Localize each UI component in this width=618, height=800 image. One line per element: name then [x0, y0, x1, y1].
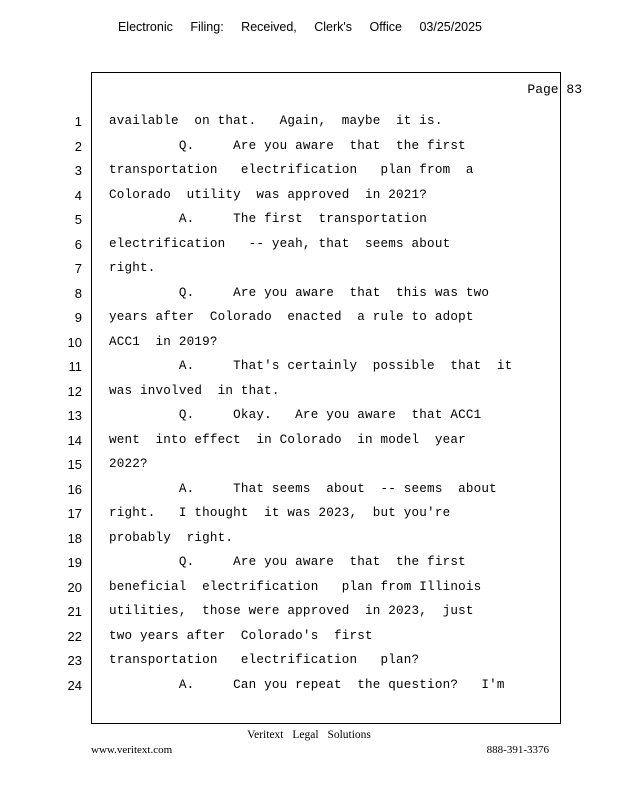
footer-word: Solutions — [327, 729, 371, 741]
transcript-line: was involved in that. — [109, 383, 280, 398]
transcript-line: Q. Are you aware that the first — [109, 138, 466, 153]
filing-header — [0, 20, 600, 34]
line-number: 5 — [74, 212, 82, 227]
line-number: 17 — [67, 506, 82, 521]
line-number: 23 — [67, 653, 82, 668]
line-number-column — [58, 114, 82, 702]
line-number: 13 — [67, 408, 82, 423]
line-number: 9 — [74, 310, 82, 325]
line-number: 3 — [74, 163, 82, 178]
transcript-line: ACC1 in 2019? — [109, 334, 218, 349]
header-word: 03/25/2025 — [419, 20, 483, 34]
transcript-line: available on that. Again, maybe it is. — [109, 114, 443, 128]
transcript-line: beneficial electrification plan from Illinois — [109, 579, 482, 594]
transcript-line: A. That's certainly possible that it — [109, 359, 513, 373]
transcript-text — [109, 114, 549, 702]
transcript-line: right. — [109, 261, 156, 275]
transcript-line: Q. Okay. Are you aware that ACC1 — [109, 408, 482, 422]
line-number: 2 — [74, 138, 82, 154]
transcript-line: Q. Are you aware that the first — [109, 555, 466, 569]
transcript-line: electrification -- yeah, that seems about — [109, 236, 451, 251]
transcript-line: transportation electrification plan from a — [109, 163, 474, 177]
line-number: 16 — [67, 481, 82, 497]
line-number: 12 — [67, 383, 82, 399]
transcript-line: 2022? — [109, 457, 148, 471]
transcript-line: probably right. — [109, 530, 234, 545]
header-word: Received, — [241, 20, 297, 34]
transcript-line: Colorado utility was approved in 2021? — [109, 187, 428, 202]
transcript-line: transportation electrification plan? — [109, 653, 420, 667]
transcript-line: A. Can you repeat the question? I'm — [109, 677, 505, 692]
transcript-line: two years after Colorado's first — [109, 628, 373, 643]
line-number: 10 — [67, 334, 82, 350]
line-number: 1 — [74, 114, 82, 129]
footer-word: Veritext — [247, 729, 284, 741]
line-number: 19 — [67, 555, 82, 570]
line-number: 24 — [67, 677, 82, 693]
line-number: 11 — [68, 359, 82, 374]
line-number: 14 — [67, 432, 82, 448]
transcript-line: utilities, those were approved in 2023, just — [109, 604, 474, 618]
line-number: 8 — [74, 285, 82, 301]
transcript-line: years after Colorado enacted a rule to adopt — [109, 310, 474, 324]
footer-phone: 888-391-3376 — [486, 744, 549, 756]
line-number: 21 — [67, 604, 82, 619]
line-number: 4 — [74, 187, 82, 203]
transcript-line: Q. Are you aware that this was two — [109, 285, 490, 300]
line-number: 7 — [74, 261, 82, 276]
line-number: 6 — [74, 236, 82, 252]
footer-word: Legal — [292, 729, 319, 741]
transcript-line: A. The first transportation — [109, 212, 428, 226]
page-number: Page 83 — [527, 82, 582, 97]
footer-website: www.veritext.com — [91, 744, 173, 756]
line-number: 20 — [67, 579, 82, 595]
header-word: Clerk's — [314, 20, 353, 34]
line-number: 15 — [67, 457, 82, 472]
header-word: Office — [369, 20, 402, 34]
header-word: Filing: — [190, 20, 224, 34]
line-number: 22 — [67, 628, 82, 644]
transcript-line: right. I thought it was 2023, but you're — [109, 506, 451, 520]
transcript-line: A. That seems about -- seems about — [109, 481, 497, 496]
line-number: 18 — [67, 530, 82, 546]
footer-brand — [0, 729, 618, 741]
transcript-line: went into effect in Colorado in model year — [109, 432, 466, 447]
header-word: Electronic — [117, 20, 173, 34]
